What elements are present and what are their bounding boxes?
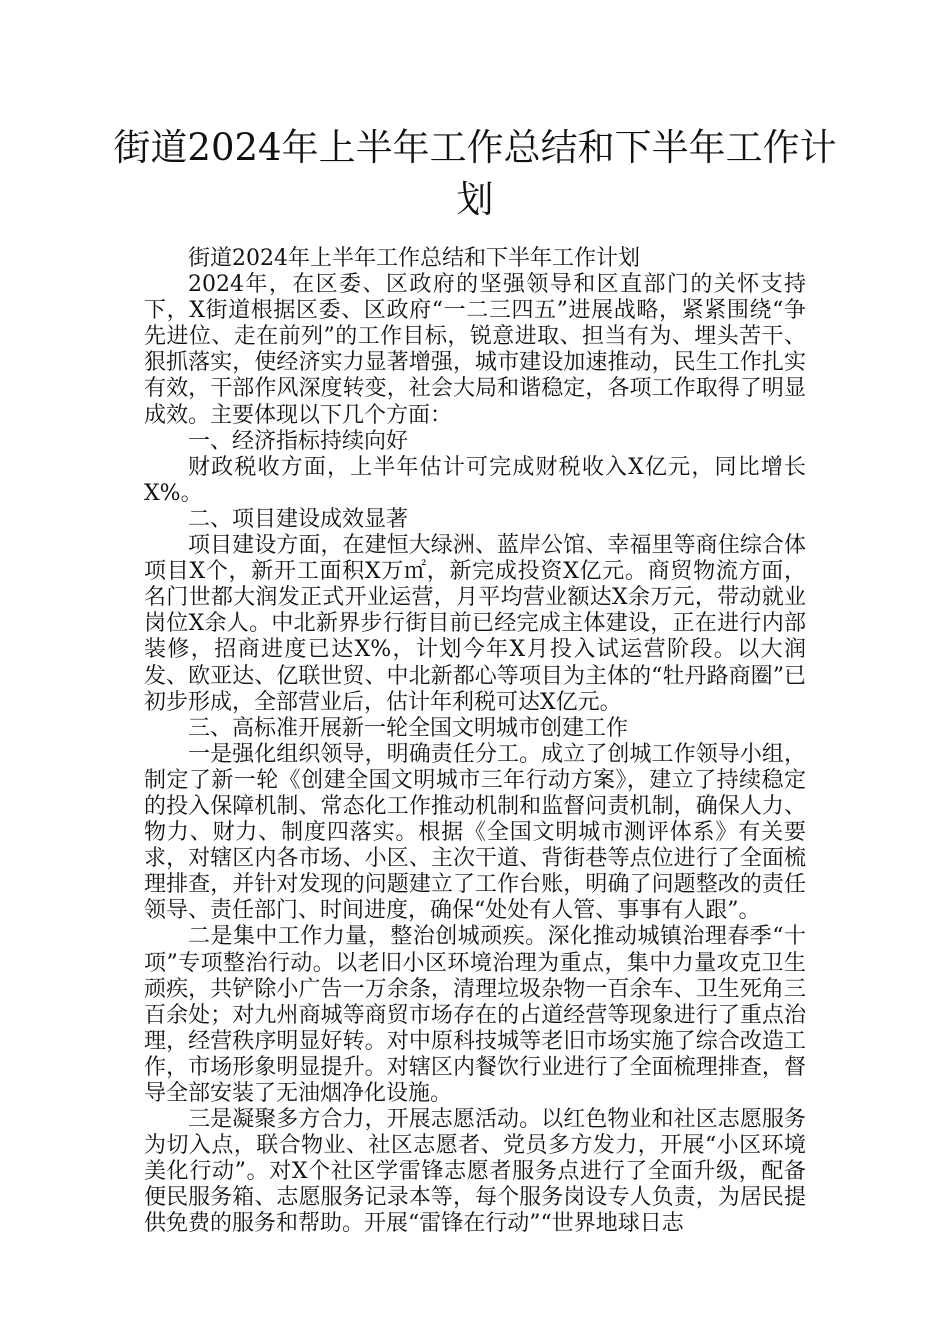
section-heading-economy: 一、经济指标持续向好 bbox=[188, 428, 409, 454]
paragraph-intro: 2024年，在区委、区政府的坚强领导和区直部门的关怀支持下，X街道根据区委、区政府“一二三四五”进展战略，紧紧围绕“争先进位、走在前列”的工作目标，锐意进取、担当有为、埋头苦干、狠抓落实，使经济实力显著增强，城市建设加速推动，民生工作扎实有效，干部作风深度转变，社会大局和谐稳定，各项工作取得了明显成效。主要体现以下几个方面： bbox=[144, 272, 806, 428]
paragraph-subtitle: 街道2024年上半年工作总结和下半年工作计划 bbox=[188, 246, 640, 271]
document-body bbox=[144, 246, 806, 1238]
section-heading-civilized-city: 三、高标准开展新一轮全国文明城市创建工作 bbox=[188, 715, 629, 741]
paragraph-finance: 财政税收方面，上半年估计可完成财税收入X亿元，同比增长X%。 bbox=[144, 454, 806, 506]
document-title: 街道2024年上半年工作总结和下半年工作计划 bbox=[113, 126, 837, 221]
paragraph-volunteer: 三是凝聚多方合力，开展志愿活动。以红色物业和社区志愿服务为切入点，联合物业、社区志愿者、党员多方发力，开展“小区环境美化行动”。对X个社区学雷锋志愿者服务点进行了全面升级，配备便民服务箱、志愿服务记录本等，每个服务岗设专人负责，为居民提供免费的服务和帮助。开展“雷锋在行动”“世界地球日志 bbox=[144, 1107, 806, 1237]
paragraph-organization: 一是强化组织领导，明确责任分工。成立了创城工作领导小组，制定了新一轮《创建全国文明城市三年行动方案》，建立了持续稳定的投入保障机制、常态化工作推动机制和监督问责机制，确保人力、物力、财力、制度四落实。根据《全国文明城市测评体系》有关要求，对辖区内各市场、小区、主次干道、背街巷等点位进行了全面梳理排查，并针对发现的问题建立了工作台账，明确了问题整改的责任领导、责任部门、时间进度，确保“处处有人管、事事有人跟”。 bbox=[144, 741, 806, 924]
paragraph-rectification: 二是集中工作力量，整治创城顽疾。深化推动城镇治理春季“十项”专项整治行动。以老旧小区环境治理为重点，集中力量攻克卫生顽疾，共铲除小广告一万余条，清理垃圾杂物一百余车、卫生死角三百余处；对九州商城等商贸市场存在的占道经营等现象进行了重点治理，经营秩序明显好转。对中原科技城等老旧市场实施了综合改造工作，市场形象明显提升。对辖区内餐饮行业进行了全面梳理排查，督导全部安装了无油烟净化设施。 bbox=[144, 924, 806, 1106]
paragraph-projects: 项目建设方面，在建恒大绿洲、蓝岸公馆、幸福里等商住综合体项目X个，新开工面积X万㎡，新完成投资X亿元。商贸物流方面，名门世都大润发正式开业运营，月平均营业额达X余万元，带动就业岗位X余人。中北新界步行街目前已经完成主体建设，正在进行内部装修，招商进度已达X%，计划今年X月投入试运营阶段。以大润发、欧亚达、亿联世贸、中北新都心等项目为主体的“牡丹路商圈”已初步形成，全部营业后，估计年利税可达X亿元。 bbox=[144, 533, 806, 715]
section-heading-projects: 二、项目建设成效显著 bbox=[188, 506, 409, 532]
